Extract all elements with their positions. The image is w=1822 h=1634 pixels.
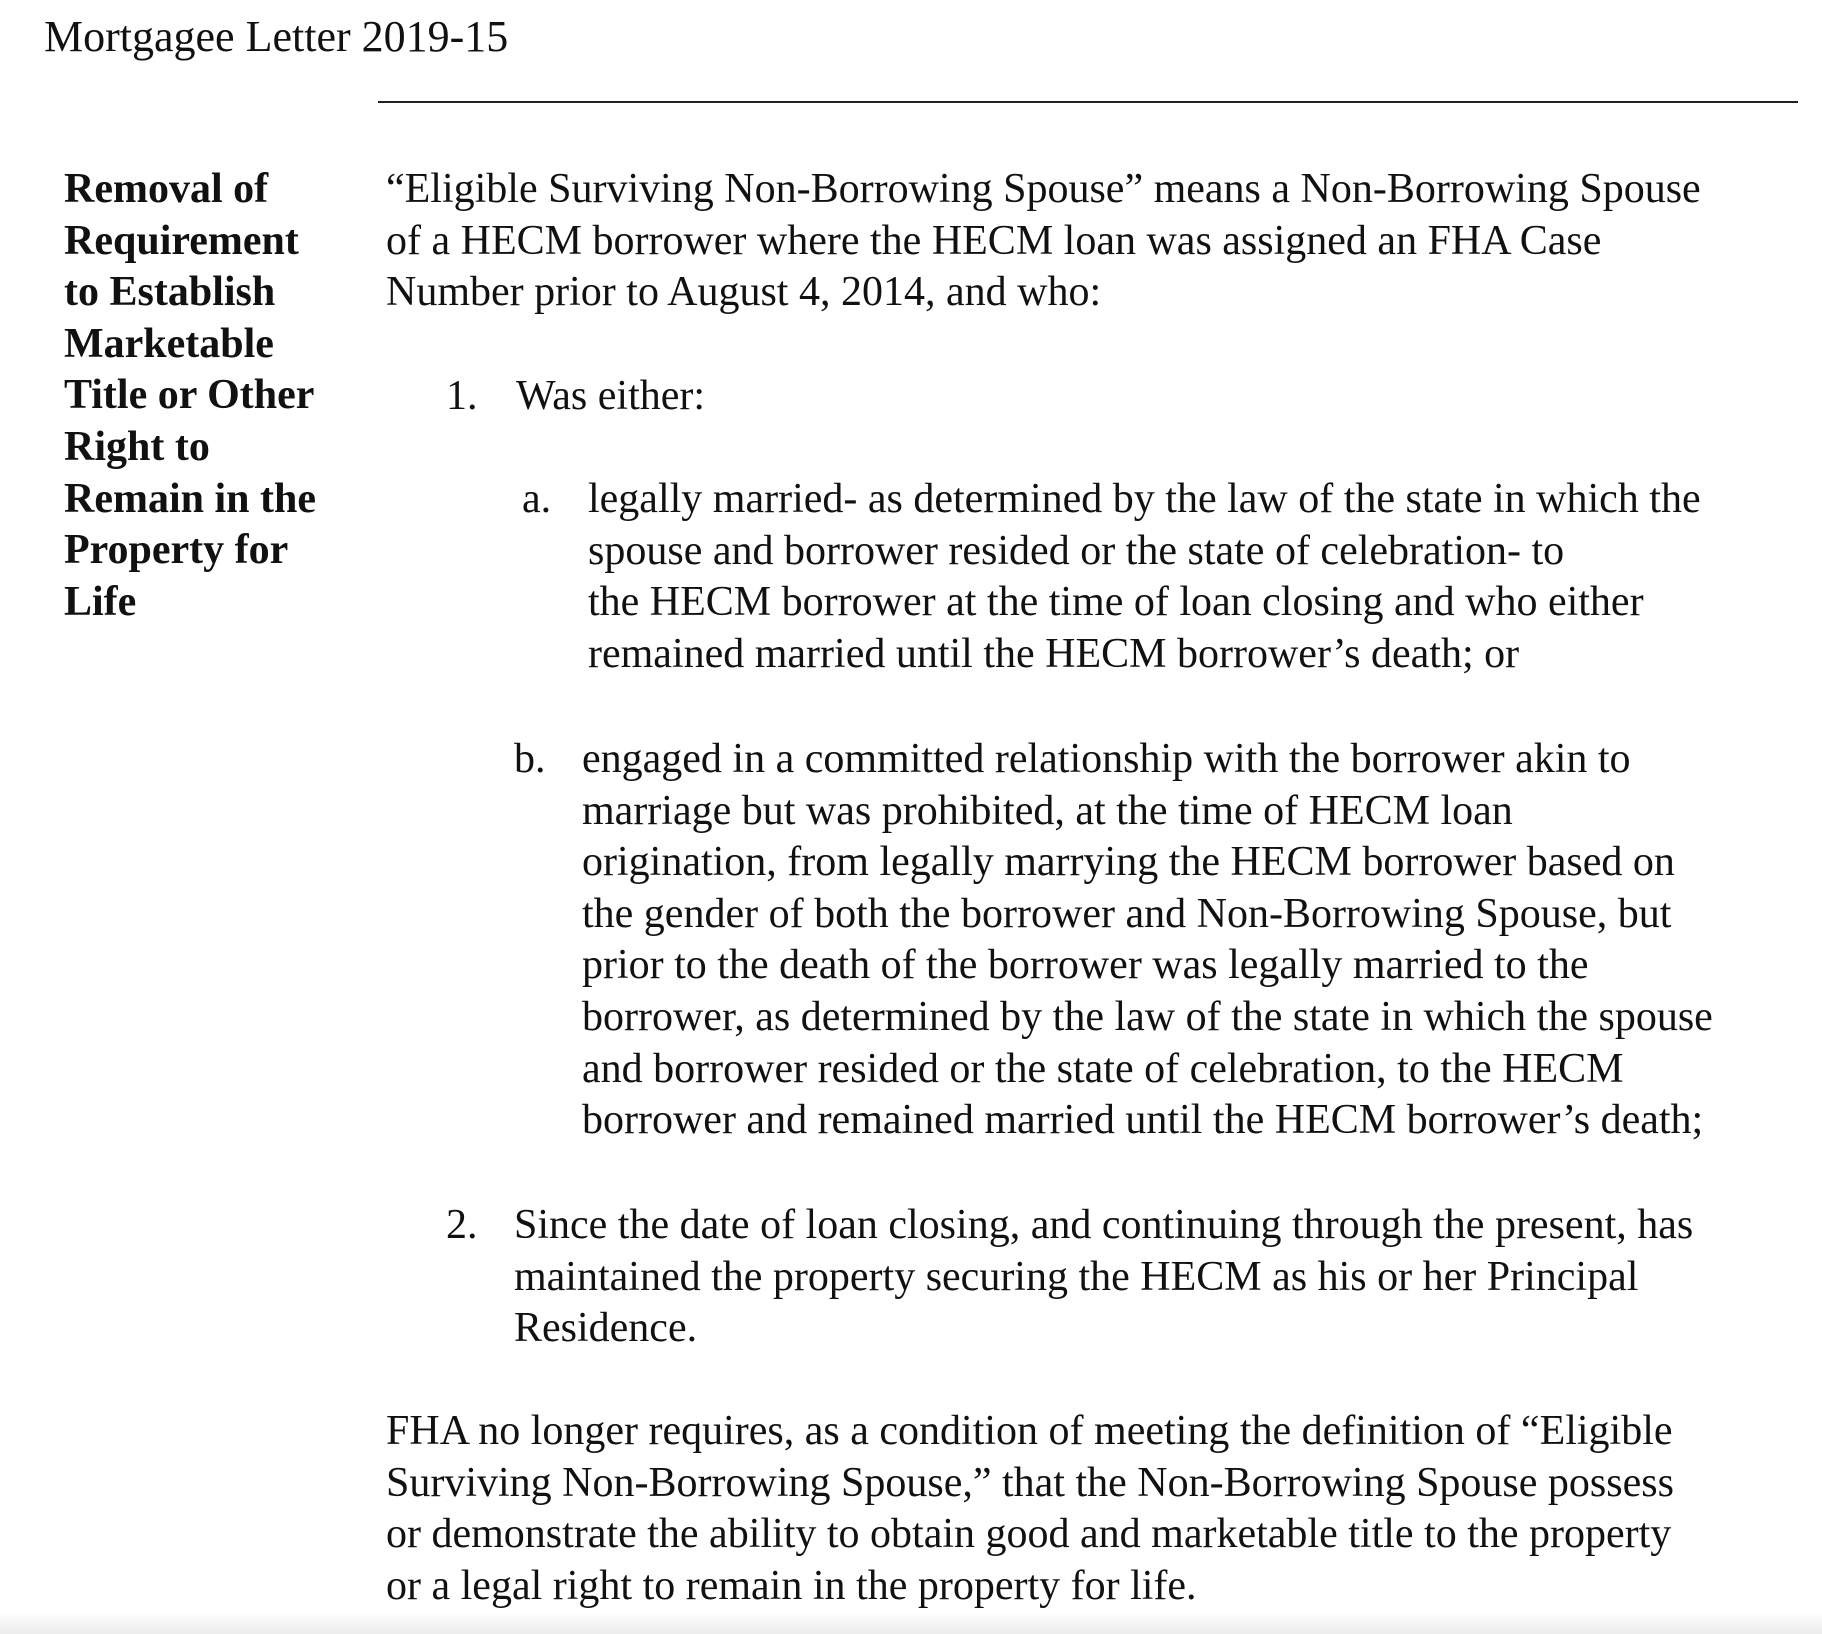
list-item-2-line: Since the date of loan closing, and continuing through the present, has	[514, 1202, 1694, 1248]
list-item-1b-line: and borrower resided or the state of celebration, to the HECM	[582, 1045, 1624, 1092]
section-heading-line: Life	[64, 578, 137, 625]
list-item-1a-text	[588, 474, 1701, 680]
list-item-1a-line: spouse and borrower resided or the state of celebration- to	[588, 527, 1565, 574]
list-item-1b-line: origination, from legally marrying the HECM borrower based on	[582, 839, 1675, 886]
closing-line: Surviving Non-Borrowing Spouse,” that the Non-Borrowing Spouse possess	[386, 1459, 1674, 1506]
list-item-1-marker: 1.	[446, 373, 478, 419]
section-heading-line: Removal of	[64, 166, 269, 212]
closing-line: FHA no longer requires, as a condition of meeting the definition of “Eligible	[386, 1408, 1673, 1454]
section-heading-line: Remain in the	[64, 475, 316, 522]
page-bottom-edge	[0, 1612, 1822, 1634]
header-divider	[378, 101, 1798, 103]
section-heading-line: Requirement	[64, 217, 299, 264]
list-item-1a-marker: a.	[522, 476, 552, 522]
list-item-2-text	[514, 1200, 1693, 1355]
intro-line: of a HECM borrower where the HECM loan was assigned an FHA Case	[386, 217, 1602, 264]
list-item-1a-line: the HECM borrower at the time of loan closing and who either	[588, 579, 1644, 626]
intro-line: Number prior to August 4, 2014, and who:	[386, 269, 1102, 316]
section-heading-line: Title or Other	[64, 372, 315, 419]
list-item-2-line: maintained the property securing the HECM as his or her Principal	[514, 1253, 1639, 1300]
list-item-1a-line: remained married until the HECM borrower’s death; or	[588, 630, 1520, 677]
document-header-title: Mortgagee Letter 2019-15	[44, 12, 509, 61]
section-heading-line: Marketable	[64, 320, 274, 367]
list-item-1b-line: prior to the death of the borrower was legally married to the	[582, 942, 1589, 989]
section-heading-line: Property for	[64, 527, 289, 574]
section-heading-line: to Establish	[64, 269, 276, 316]
list-item-1b-line: the gender of both the borrower and Non-Borrowing Spouse, but	[582, 890, 1672, 937]
list-item-1b-line: borrower and remained married until the HECM borrower’s death;	[582, 1097, 1704, 1144]
list-item-1b-line: engaged in a committed relationship with the borrower akin to	[582, 736, 1631, 782]
list-item-1a-line: legally married- as determined by the law of the state in which the	[588, 476, 1701, 522]
list-item-1b-line: marriage but was prohibited, at the time of HECM loan	[582, 787, 1513, 834]
list-item-1b-text	[582, 734, 1713, 1147]
intro-line: “Eligible Surviving Non-Borrowing Spouse” means a Non-Borrowing Spouse	[386, 166, 1701, 212]
list-item-1b-marker: b.	[514, 736, 546, 782]
section-heading-line: Right to	[64, 423, 210, 470]
intro-paragraph	[386, 164, 1806, 319]
list-item-1	[0, 371, 1822, 423]
list-item-1-text: Was either:	[516, 373, 706, 419]
list-item-1b-line: borrower, as determined by the law of the state in which the spouse	[582, 993, 1713, 1040]
closing-paragraph	[386, 1406, 1806, 1612]
closing-line: or a legal right to remain in the property for life.	[386, 1562, 1197, 1609]
list-item-2-line: Residence.	[514, 1305, 698, 1352]
list-item-2-marker: 2.	[446, 1202, 478, 1248]
closing-line: or demonstrate the ability to obtain good and marketable title to the property	[386, 1511, 1672, 1558]
